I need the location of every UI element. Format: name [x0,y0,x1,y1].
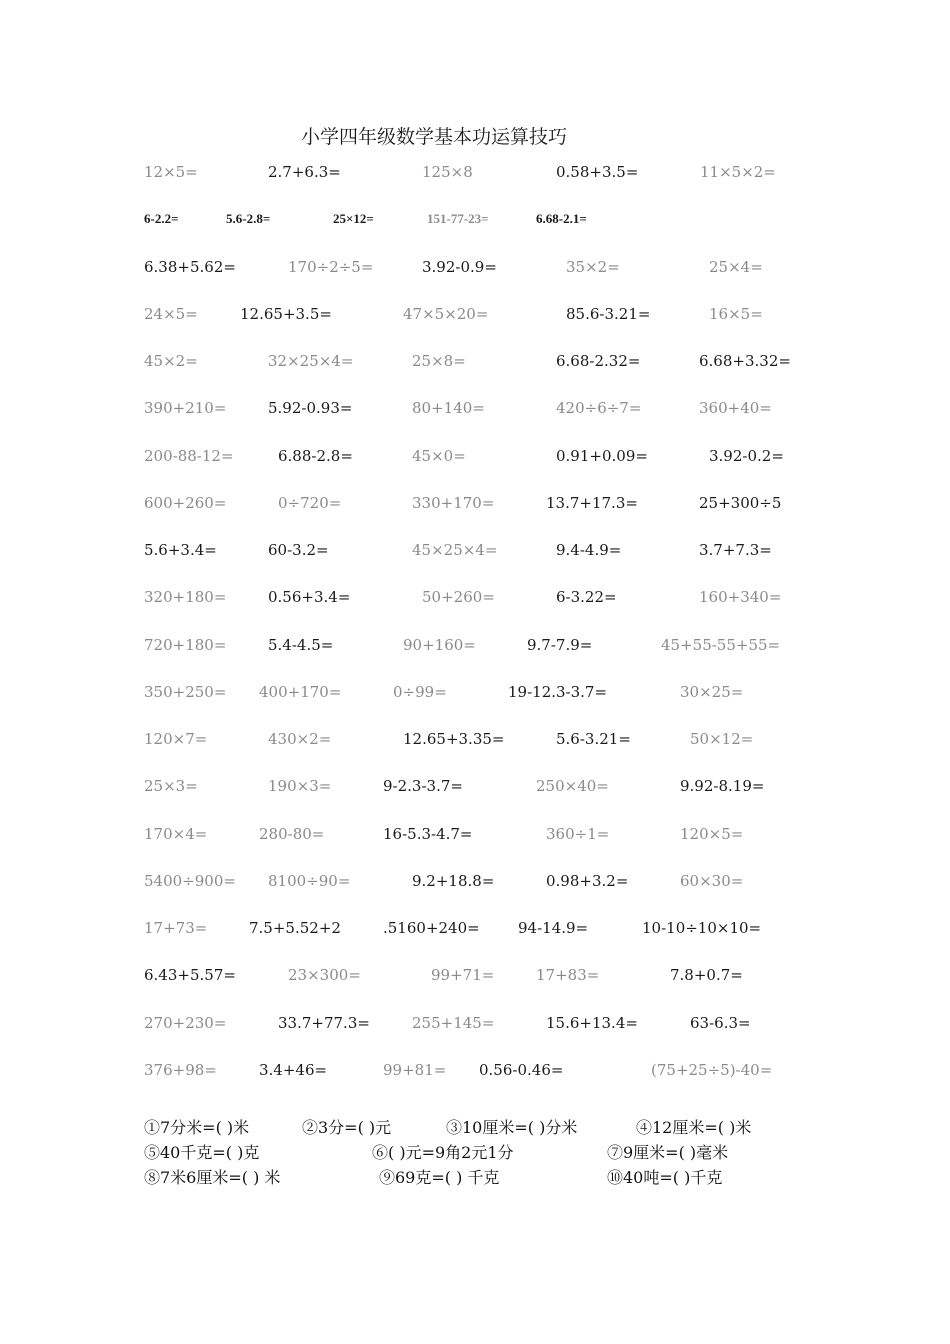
exercise-row [0,963,950,987]
exercise-item: 47×5×20= [403,305,489,323]
exercise-item: 6-2.2= [144,211,179,226]
unit-conversion-item: ⑩40吨=( )千克 [607,1168,723,1187]
exercise-item: 45+55-55+55= [661,636,781,654]
exercise-item: 3.92-0.2= [709,447,784,465]
exercise-item: 320+180= [144,588,227,606]
exercise-item: 2.7+6.3= [268,163,341,181]
exercise-item: 420÷6÷7= [556,399,642,417]
exercise-item: 5.92-0.93= [268,399,353,417]
exercise-item: 190×3= [268,777,332,795]
exercise-item: 19-12.3-3.7= [508,683,608,701]
exercise-item: 255+145= [412,1014,495,1032]
exercise-item: 0.56-0.46= [479,1061,564,1079]
exercise-item: 7.8+0.7= [670,966,743,984]
exercise-row [0,916,950,940]
exercise-item: 200-88-12= [144,447,234,465]
exercise-item: 24×5= [144,305,198,323]
exercise-item: 30×25= [680,683,744,701]
exercise-row [0,1011,950,1035]
exercise-item: 12.65+3.5= [240,305,332,323]
exercise-item: 151-77-23= [427,211,489,226]
exercise-item: 0.58+3.5= [556,163,639,181]
exercise-item: 85.6-3.21= [566,305,651,323]
exercise-item: 60×30= [680,872,744,890]
unit-conversion-item: ③10厘米=( )分米 [446,1118,578,1137]
exercise-item: 11×5×2= [700,163,776,181]
exercise-item: 6.38+5.62= [144,258,236,276]
exercise-item: 12×5= [144,163,198,181]
exercise-item: 16×5= [709,305,763,323]
exercise-row [0,349,950,373]
exercise-item: 6.68-2.1= [536,211,587,226]
exercise-item: 25×4= [709,258,763,276]
exercise-row [0,207,950,231]
exercise-item: 5.6+3.4= [144,541,217,559]
exercise-item: 99+71= [431,966,495,984]
exercise-item: 9-2.3-3.7= [383,777,463,795]
exercise-item: 17+83= [536,966,600,984]
exercise-item: 80+140= [412,399,485,417]
exercise-item: 45×2= [144,352,198,370]
exercise-row [0,774,950,798]
exercise-item: 94-14.9= [518,919,589,937]
unit-conversion-item: ②3分=( )元 [302,1118,392,1137]
exercise-item: 63-6.3= [690,1014,751,1032]
exercise-item: (75+25÷5)-40= [651,1061,773,1079]
exercise-item: 0.56+3.4= [268,588,351,606]
exercise-item: 5.6-3.21= [556,730,631,748]
unit-conversion-item: ⑧7米6厘米=( ) 米 [144,1168,281,1187]
exercise-item: 400+170= [259,683,342,701]
exercise-item: 32×25×4= [268,352,354,370]
exercise-item: 9.2+18.8= [412,872,495,890]
exercise-row [0,396,950,420]
exercise-row [0,633,950,657]
exercise-item: 9.92-8.19= [680,777,765,795]
exercise-item: 120×7= [144,730,208,748]
exercise-item: 0÷720= [278,494,342,512]
exercise-row [0,491,950,515]
exercise-row [0,727,950,751]
exercise-item: 170×4= [144,825,208,843]
exercise-item: 25×12= [333,211,374,226]
unit-conversion-item: ⑦9厘米=( )毫米 [607,1143,729,1162]
exercise-row [0,538,950,562]
exercise-item: 35×2= [566,258,620,276]
exercise-item: 8100÷90= [268,872,351,890]
exercise-item: 6.43+5.57= [144,966,236,984]
exercise-item: 9.7-7.9= [527,636,593,654]
exercise-row [0,444,950,468]
exercise-item: .5160+240= [383,919,480,937]
exercise-item: 25×3= [144,777,198,795]
exercise-item: 6.88-2.8= [278,447,353,465]
exercise-item: 5.4-4.5= [268,636,334,654]
unit-conversion-item: ⑤40千克=( )克 [144,1143,260,1162]
exercise-item: 6.68-2.32= [556,352,641,370]
unit-conversion-item: ④12厘米=( )米 [636,1118,752,1137]
exercise-item: 720+180= [144,636,227,654]
exercise-item: 17+73= [144,919,208,937]
exercise-item: 5400÷900= [144,872,236,890]
exercise-item: 25×8= [412,352,466,370]
exercise-item: 15.6+13.4= [546,1014,638,1032]
exercise-item: 160+340= [699,588,782,606]
exercise-item: 13.7+17.3= [546,494,638,512]
exercise-item: 33.7+77.3= [278,1014,370,1032]
page-title: 小学四年级数学基本功运算技巧 [300,126,567,148]
exercise-item: 0.98+3.2= [546,872,629,890]
exercise-item: 45×0= [412,447,466,465]
unit-conversion-item: ①7分米=( )米 [144,1118,250,1137]
exercise-item: 9.4-4.9= [556,541,622,559]
exercise-item: 50+260= [422,588,495,606]
exercise-item: 23×300= [288,966,361,984]
exercise-item: 600+260= [144,494,227,512]
exercise-item: 7.5+5.52+2 [249,919,341,937]
exercise-item: 50×12= [690,730,754,748]
exercise-item: 360+40= [699,399,772,417]
exercise-row [0,255,950,279]
exercise-item: 45×25×4= [412,541,498,559]
exercise-item: 250×40= [536,777,609,795]
exercise-item: 0.91+0.09= [556,447,648,465]
exercise-item: 170÷2÷5= [288,258,374,276]
exercise-item: 350+250= [144,683,227,701]
exercise-item: 60-3.2= [268,541,329,559]
exercise-row [0,160,950,184]
exercise-item: 6-3.22= [556,588,617,606]
exercise-item: 99+81= [383,1061,447,1079]
unit-conversion-item: ⑨69克=( ) 千克 [379,1168,500,1187]
exercise-row [0,585,950,609]
exercise-item: 5.6-2.8= [226,211,271,226]
exercise-item: 16-5.3-4.7= [383,825,473,843]
exercise-item: 3.7+7.3= [699,541,772,559]
exercise-item: 280-80= [259,825,325,843]
exercise-item: 270+230= [144,1014,227,1032]
exercise-item: 390+210= [144,399,227,417]
exercise-item: 0÷99= [393,683,447,701]
exercise-item: 10-10÷10×10= [642,919,762,937]
exercise-item: 376+98= [144,1061,217,1079]
exercise-item: 360÷1= [546,825,610,843]
exercise-item: 6.68+3.32= [699,352,791,370]
exercise-row [0,302,950,326]
exercise-item: 330+170= [412,494,495,512]
exercise-item: 90+160= [403,636,476,654]
exercise-row [0,822,950,846]
exercise-item: 120×5= [680,825,744,843]
exercise-item: 3.4+46= [259,1061,328,1079]
exercise-item: 125×8 [422,163,473,181]
exercise-item: 25+300÷5 [699,494,782,512]
exercise-row [0,680,950,704]
exercise-row [0,1058,950,1082]
exercise-item: 12.65+3.35= [403,730,505,748]
exercise-row [0,869,950,893]
unit-conversion-item: ⑥( )元=9角2元1分 [372,1143,514,1162]
exercise-item: 430×2= [268,730,332,748]
exercise-item: 3.92-0.9= [422,258,497,276]
